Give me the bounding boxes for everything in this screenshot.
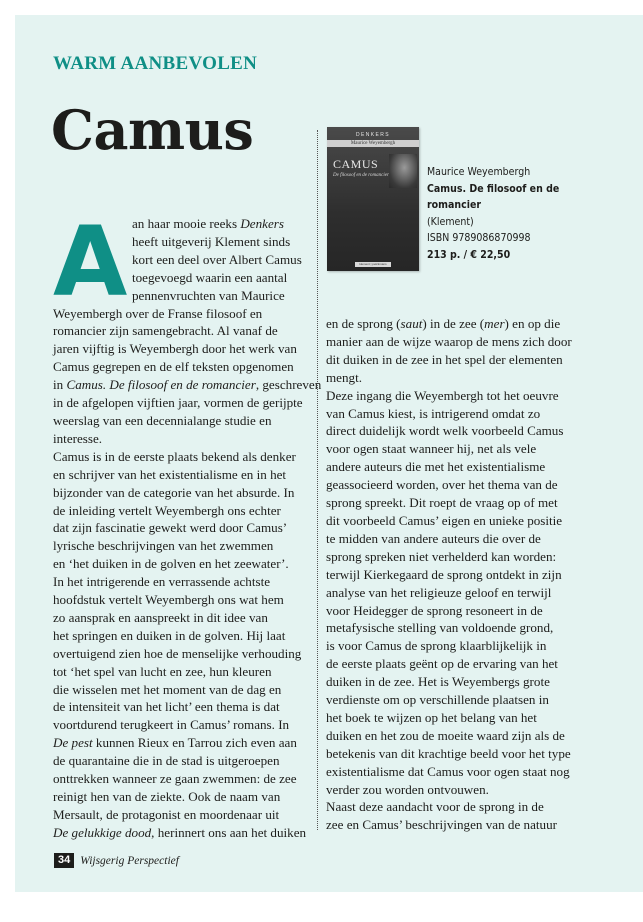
text-line: en schrijver van het existentialisme en in het <box>53 466 287 482</box>
text-line: jaren vijftig is Weyembergh door het werk van <box>53 341 297 357</box>
text-line: tot ‘het spel van lucht en zee, hun kleuren <box>53 663 272 679</box>
text-line: duiken en het zou de moeite waard zijn als de <box>326 727 565 743</box>
text-line: metafysische stelling van voldoende grond, <box>326 620 554 636</box>
text-line: andere auteurs die met het existentialisme <box>326 459 546 475</box>
text-line: betekenis van dit krachtige beeld voor het type <box>326 745 571 761</box>
text-line: interesse. <box>53 430 103 446</box>
book-cover <box>327 127 419 271</box>
article-column-1 <box>53 206 322 842</box>
magazine-page <box>15 15 643 892</box>
book-cover-subtitle: De filosoof en de romancier <box>333 173 389 178</box>
text-line: de intensiteit van het licht’ een thema is dat <box>53 699 280 715</box>
text-line: zee en Camus’ beschrijvingen van de natuur <box>326 817 557 833</box>
text-line: van Camus kiest, is intrigerend omdat zo <box>326 405 541 421</box>
text-line: de quarantaine die in de stad is uitgeroepen <box>53 753 280 769</box>
text-line: dat zijn fascinatie gewekt werd door Camus’ <box>53 520 288 536</box>
text-line: mengt. <box>326 369 363 385</box>
text-line: voor ogen staat wanneer hij, net als vele <box>326 441 537 457</box>
text-line: romancier zijn samengebracht. Al vanaf de <box>53 323 278 339</box>
text-line: heeft uitgeverij Klement sinds <box>132 233 291 249</box>
book-info-title-1: Camus. De filosoof en de <box>427 182 560 195</box>
text-line: pennenvruchten van Maurice <box>132 287 285 303</box>
text-line: en de sprong (saut) in de zee (mer) en op die <box>326 316 561 331</box>
section-kicker: WARM AANBEVOLEN <box>53 53 258 74</box>
text-line: sprong spreekt. Dit roept de vraag op of met <box>326 495 558 511</box>
text-line: Weyembergh over de Franse filosoof en <box>53 305 263 321</box>
text-line: De gelukkige dood, herinnert ons aan het duiken <box>53 824 307 840</box>
book-info-publisher: (Klement) <box>427 215 474 228</box>
book-cover-title: CAMUS <box>333 157 379 171</box>
text-line: voor Heidegger de sprong resoneert in de <box>326 602 543 618</box>
book-info-title-2: romancier <box>427 199 482 211</box>
text-line: bijzonder van de categorie van het absurde. In <box>53 484 295 500</box>
text-line: kort een deel over Albert Camus <box>132 251 302 267</box>
text-line: onttrekken wanneer ze gaan zwemmen: de zee <box>53 771 297 787</box>
text-line: die wisselen met het moment van de dag en <box>53 681 282 697</box>
drop-cap: A <box>53 206 128 318</box>
text-line: Camus is in de eerste plaats bekend als denker <box>53 448 296 464</box>
text-line: hoofdstuk vertelt Weyembergh ons wat hem <box>53 592 284 608</box>
text-line: en ‘het duiken in de golven en het zeewater’. <box>53 556 289 572</box>
text-line: manier aan de wijze waarop de mens zich door <box>326 333 572 349</box>
book-cover-publisher: klement | pelckmans <box>355 262 391 267</box>
text-line: an haar mooie reeks Denkers <box>132 216 284 231</box>
text-line: De pest kunnen Rieux en Tarrou zich even aan <box>53 735 297 751</box>
text-line: terwijl Kierkegaard de sprong ontdekt in zijn <box>326 566 562 582</box>
text-line: de inleiding vertelt Weyembergh ons echter <box>53 502 281 518</box>
book-info-isbn: ISBN 9789086870998 <box>427 232 531 244</box>
article-title: Camus <box>51 98 254 162</box>
text-line: het boek te wijzen op het belang van het <box>326 709 537 725</box>
text-line: is voor Camus de sprong klaarblijkelijk in <box>326 638 547 654</box>
text-line: overtuigend zien hoe de menselijke verhouding <box>53 645 302 661</box>
text-line: Camus gegrepen en de elf teksten opgenomen <box>53 359 294 375</box>
text-line: duiken in de zee. Het is Weyembergs grote <box>326 674 550 690</box>
text-line: existentialisme dat Camus voor ogen staat nog <box>326 763 570 779</box>
text-line: reinigt hen van de ziekte. Ook de naam van <box>53 789 281 804</box>
author-portrait <box>389 154 417 188</box>
text-line: zo aansprak en aanspreekt in dit idee van <box>53 609 268 625</box>
text-line: analyse van het religieuze geloof en terwijl <box>326 584 552 600</box>
text-line: de eerste plaats geënt op de ervaring van het <box>326 656 558 672</box>
text-line: lyrische beschrijvingen van het zwemmen <box>53 538 274 554</box>
book-info-author: Maurice Weyembergh <box>427 166 531 178</box>
text-line: Naast deze aandacht voor de sprong in de <box>326 799 544 815</box>
text-line: direct duidelijk wordt welk voorbeeld Camus <box>326 423 564 439</box>
text-line: dit duiken in de zee in het spel der elementen <box>326 351 563 367</box>
text-line: weerslag van een decennialange studie en <box>53 412 272 428</box>
text-line: Mersault, de protagonist en moordenaar uit <box>53 806 280 822</box>
text-line: Deze ingang die Weyembergh tot het oeuvre <box>326 387 559 403</box>
text-line: in de afgelopen vijftien jaar, vormen de gerijpte <box>53 395 303 411</box>
book-info-price: 213 p. / € 22,50 <box>427 248 511 261</box>
text-line: verder zou worden ontvouwen. <box>326 781 489 797</box>
text-line: dit voorbeeld Camus’ eigen en unieke positie <box>326 512 563 528</box>
text-line: In het intrigerende en verrassende achtste <box>53 574 271 590</box>
article-column-2 <box>326 315 572 834</box>
text-line: te midden van andere auteurs die over de <box>326 530 541 546</box>
text-line: geassocieerd worden, over het thema van de <box>326 477 558 493</box>
text-line: verdienste om op verschillende plaatsen in <box>326 692 549 708</box>
text-line: voortdurend terugkeert in Camus’ romans. In <box>53 717 290 733</box>
book-info <box>427 164 598 263</box>
text-line: in Camus. De filosoof en de romancier, geschreven <box>53 377 322 393</box>
book-cover-author: Maurice Weyembergh <box>327 140 419 147</box>
text-line: sprong spreken niet verhelderd kan worden: <box>326 548 557 564</box>
text-line: het springen en duiken in de golven. Hij laat <box>53 627 286 643</box>
text-line: toegevoegd waarin een aantal <box>132 269 288 285</box>
book-cover-series: DENKERS <box>356 132 390 138</box>
journal-name: Wijsgerig Perspectief <box>80 854 179 867</box>
page-footer <box>54 853 179 868</box>
page-number: 34 <box>54 853 74 868</box>
